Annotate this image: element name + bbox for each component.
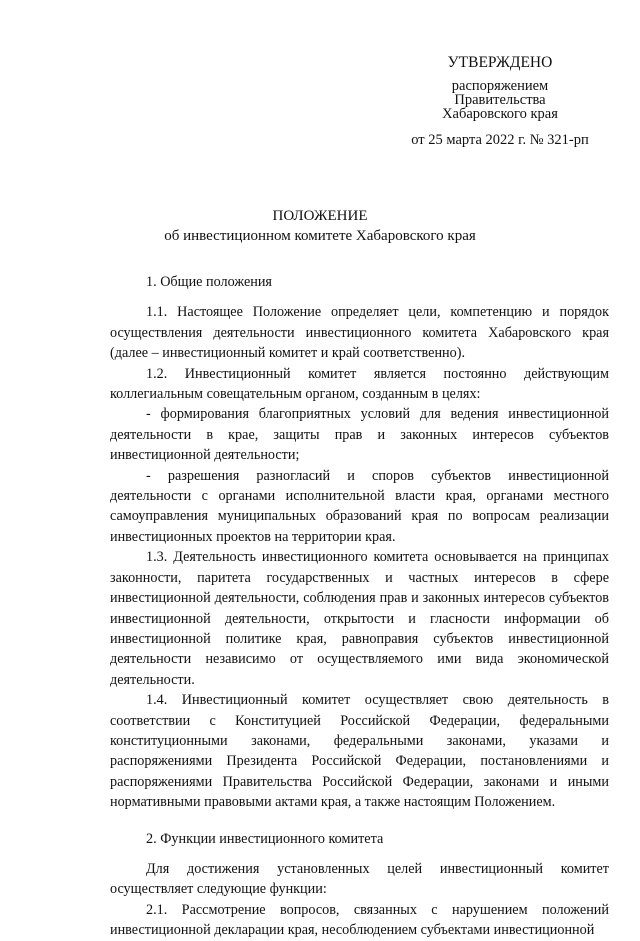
section-title: 1. Общие положения — [146, 274, 272, 290]
paragraph: 1.1. Настоящее Положение определяет цели, компетенцию и порядок осуществления деятельности инвестиционного комитета Хабаровского края (далее – инвестиционный комитет и край соответственно). — [110, 304, 609, 362]
paragraph: Для достижения установленных целей инвестиционный комитет осуществляет следующие функции: — [110, 860, 609, 898]
paragraph: 1.2. Инвестиционный комитет является постоянно действующим коллегиальным совещательным органом, созданным в целях: — [110, 365, 609, 403]
approval-line: Хабаровского края — [442, 106, 558, 122]
document-subtitle: об инвестиционном комитете Хабаровского края — [164, 228, 476, 244]
approval-date: от 25 марта 2022 г. № 321-рп — [411, 132, 589, 148]
approval-heading: УТВЕРЖДЕНО — [447, 54, 553, 71]
paragraph: 1.4. Инвестиционный комитет осуществляет свою деятельность в соответствии с Конституцией Российской Федерации, федеральными конституционными законами, федеральными законами, указами и распоряжениями Президента Российской Федерации, постановлениями и распоряжениями Правительства Российской Федерации, законами и иными нормативными правовыми актами края, а также настоящим Положением. — [110, 692, 609, 811]
paragraph: - разрешения разногласий и споров субъектов инвестиционной деятельности с органами исполнительной власти края, органами местного самоуправления муниципальных образований края по вопросам реализации инвестиционных проектов на территории края. — [110, 467, 609, 545]
approval-line: Правительства — [454, 92, 546, 108]
section-title: 2. Функции инвестиционного комитета — [146, 830, 384, 847]
paragraph: 1.3. Деятельность инвестиционного комитета основывается на принципах законности, паритета государственных и частных интересов в сфере инвестиционной деятельности, соблюдения прав и законных интересов субъектов инвестиционной деятельности, открытости и гласности информации об инвестиционной политике края, равноправия субъектов инвестиционной деятельности независимо от осуществляемого ими вида экономической деятельности. — [110, 549, 609, 688]
approval-line: распоряжением — [451, 78, 549, 94]
paragraph: - формирования благоприятных условий для ведения инвестиционной деятельности в крае, защиты прав и законных интересов субъектов инвестиционной деятельности; — [110, 406, 609, 464]
document-title: ПОЛОЖЕНИЕ — [272, 208, 368, 224]
paragraph: 2.1. Рассмотрение вопросов, связанных с нарушением положений инвестиционной декларации края, несоблюдением субъектами инвестиционной — [110, 901, 609, 939]
document-title-block — [0, 206, 640, 246]
document-body — [110, 272, 609, 941]
approval-stamp — [400, 56, 600, 147]
